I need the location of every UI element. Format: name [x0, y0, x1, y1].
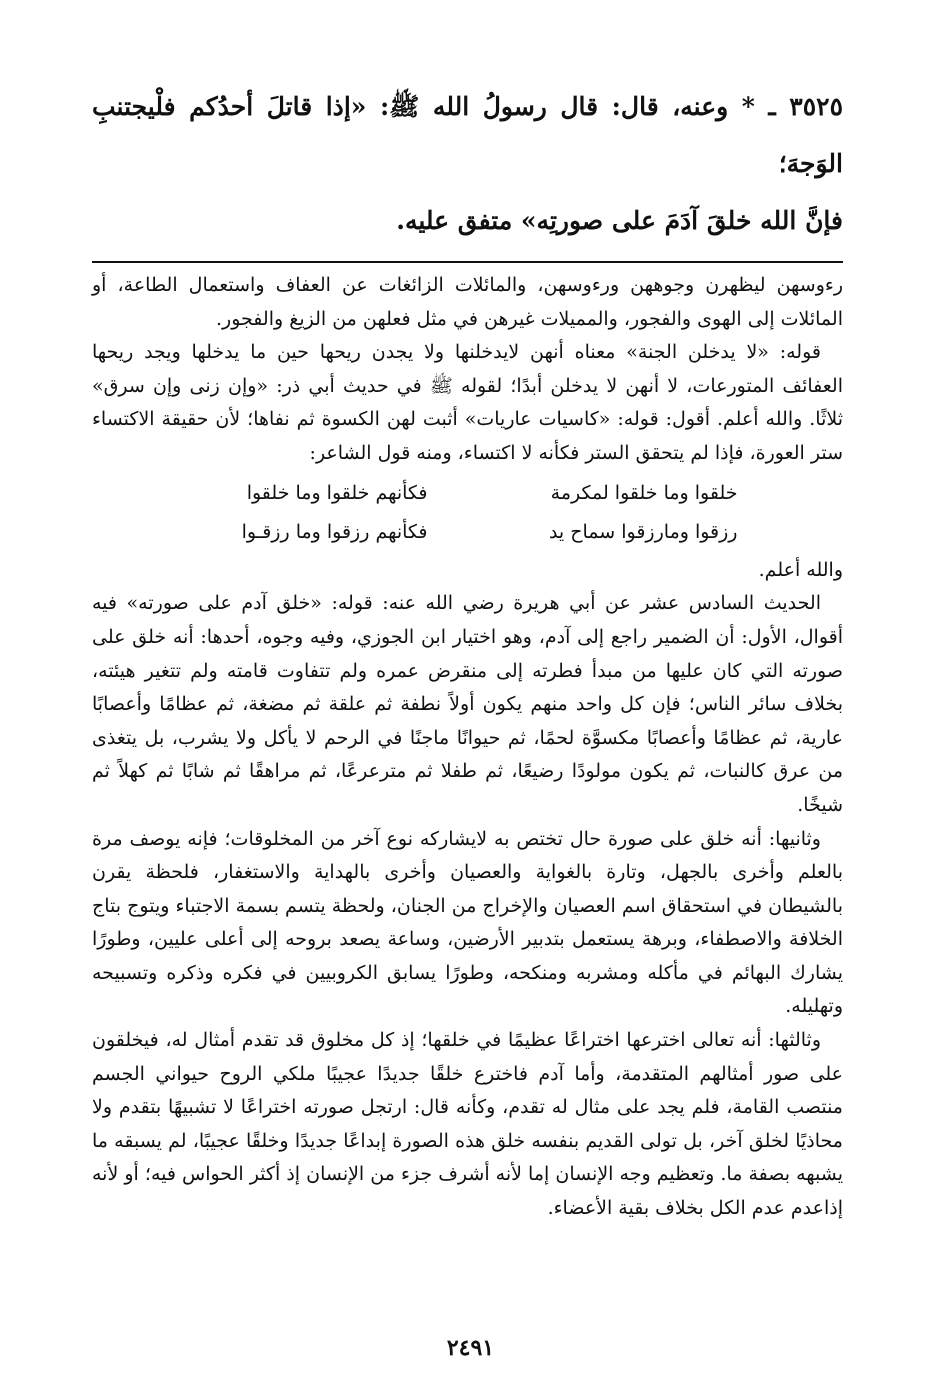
poem-verse-1	[92, 477, 843, 511]
poem-verse-2	[92, 516, 843, 550]
footnote-divider	[92, 261, 843, 263]
commentary-paragraph-2: قوله: «لا يدخلن الجنة» معناه أنهن لايدخلنها ولا يجدن ريحها حين ما يدخلها ويجد ريحها العفائف المتورعات، لا أنهن لا يدخلن أبدًا؛ لقوله ﷺ في حديث أبي ذر: «وإن زنى وإن سرق» ثلاثًا. والله أعلم. أقول: قوله: «كاسيات عاريات» أثبت لهن الكسوة ثم نفاها؛ لأن حقيقة الاكتساء ستر العورة، فإذا لم يتحقق الستر فكأنه لا اكتساء، ومنه قول الشاعر:	[92, 341, 843, 464]
commentary	[92, 269, 843, 1226]
commentary-paragraph-4: الحديث السادس عشر عن أبي هريرة رضي الله عنه: قوله: «خلق آدم على صورته» فيه أقوال، الأول: أن الضمير راجع إلى آدم، وهو اختيار ابن الجوزي، وفيه وجوه، أحدها: أنه خلق على صورته التي كان عليها من مبدأ فطرته إلى منقرض عمره ولم تتفاوت قامته ولم تتغير هيئته، بخلاف سائر الناس؛ فإن كل واحد منهم يكون أولاً نطفة ثم علقة ثم مضغة، ثم عظامًا وأعصابًا عارية، ثم عظامًا وأعصابًا مكسوَّة لحمًا، ثم حيوانًا ماجنًا في الرحم لا يأكل ولا يشرب، بل يتغذى من عرق كالنبات، ثم يكون مولودًا رضيعًا، ثم طفلا ثم مترعرعًا، ثم مراهقًا ثم شابًا ثم كهلاً ثم شيخًا.	[92, 592, 843, 816]
poem-verse-2-second-hemistich: فكأنهم رزقوا وما رزقـوا	[241, 521, 428, 544]
page-number: ٢٤٩١	[446, 1335, 495, 1361]
hadith-line-2: فإنَّ الله خلقَ آدَمَ على صورتِه» متفق عليه.	[396, 206, 843, 235]
poem-verse-1-second-hemistich: فكأنهم خلقوا وما خلقوا	[246, 481, 428, 504]
hadith-line-1: ٣٥٢٥ ـ * وعنه، قال: قال رسولُ الله ﷺ: «إذا قاتلَ أحدُكم فلْيجتنبِ الوَجهَ؛	[92, 92, 843, 178]
commentary-paragraph-6: وثالثها: أنه تعالى اخترعها اختراعًا عظيمًا في خلقها؛ إذ كل مخلوق قد تقدم أمثال له، فيخلقون على صور أمثالهم المتقدمة، وأما آدم فاخترع خلقًا جديدًا عجيبًا ملكي الروح حيواني الجسم منتصب القامة، فلم يجد على مثال له تقدم، وكأنه قال: ارتجل صورته اختراعًا لا تشبيهًا بتقدم ولا محاذيًا لخلق آخر، بل تولى القديم بنفسه خلق هذه الصورة إبداعًا جديدًا وخلقًا عجيبًا، لم يسبقه ما يشبهه بصفة ما. وتعظيم وجه الإنسان إما لأنه أشرف جزء من الإنسان إذ أكثر الحواس فيه؛ أو لأنه إذاعدم عدم الكل بخلاف بقية الأعضاء.	[92, 1029, 843, 1220]
commentary-paragraph-1: رءوسهن ليظهرن وجوههن ورءوسهن، والمائلات الزائغات عن العفاف واستعمال الطاعة، أو المائلات إلى الهوى والفجور، والمميلات غيرهن في مثل فعلهن من الزيغ والفجور.	[92, 274, 843, 330]
hadith-text	[92, 78, 843, 249]
poem-verse-1-first-hemistich: خلقوا وما خلقوا لمكرمة	[550, 481, 738, 504]
commentary-paragraph-3: والله أعلم.	[758, 558, 843, 581]
poem-verse-2-first-hemistich: رزقوا ومارزقوا سماح يد	[548, 521, 738, 544]
commentary-paragraph-5: وثانيها: أنه خلق على صورة حال تختص به لايشاركه نوع آخر من المخلوقات؛ فإنه يوصف مرة بالعلم وأخرى بالجهل، وتارة بالغواية والعصيان وأخرى بالهداية والاستغفار، فلحظة يقرن بالشيطان في استحقاق اسم العصيان والإخراج من الجنان، ولحظة يتسم بسمة الاجتباء ويتوج بتاج الخلافة والاصطفاء، وبرهة يستعمل بتدبير الأرضين، وساعة يصعد بروحه إلى أعلى عليين، وطورًا يشارك البهائم في مأكله ومشربه ومنكحه، وطورًا يسابق الكروبيين في فكره وذكره وتسبيحه وتهليله.	[92, 827, 843, 1018]
